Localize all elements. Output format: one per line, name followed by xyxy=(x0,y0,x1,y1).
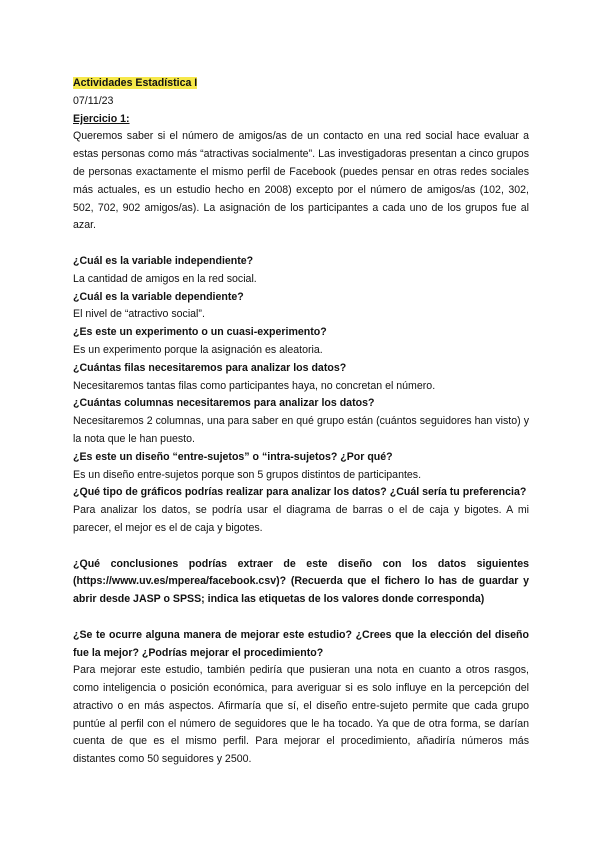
title-line xyxy=(73,75,529,93)
exercise-label: Ejercicio 1: xyxy=(73,112,130,125)
spacer xyxy=(73,609,529,627)
question: ¿Es este un diseño “entre-sujetos” o “intra-sujetos? ¿Por qué? xyxy=(73,450,393,463)
answer: Necesitaremos tantas filas como participantes haya, no concretan el número. xyxy=(73,379,436,392)
question: ¿Qué tipo de gráficos podrías realizar para analizar los datos? ¿Cuál sería tu preferencia? xyxy=(73,486,527,499)
answer: Es un diseño entre-sujetos porque son 5 grupos distintos de participantes. xyxy=(73,468,422,481)
question: ¿Cuántas filas necesitaremos para analizar los datos? xyxy=(73,361,347,374)
improve-answer: Para mejorar este estudio, también pediría que pusieran una nota en cuanto a otros rasgos, como inteligencia o posición económica, para averiguar si es solo influye en la percepción del atractivo o en más aspectos. Afirmaría que sí, el diseño entre-sujeto permite que cada grupo puntúe al perfil con el número de seguidores que le ha tocado. Ya que de otra forma, se darían cuenta de que es el mismo perfil. Para mejorar el procedimiento, añadiría números más distantes como 50 seguidores y 2500. xyxy=(73,664,529,766)
document-date: 07/11/23 xyxy=(73,94,114,107)
answer: El nivel de “atractivo social”. xyxy=(73,308,205,321)
conclusions-question: ¿Qué conclusiones podrías extraer de este diseño con los datos siguientes (https://www.uv.es/mperea/facebook.csv)? (Recuerda que el fichero lo has de guardar y abrir desde JASP o SPSS; indica las etiquetas de los valores donde corresponda) xyxy=(73,557,529,606)
document-title: Actividades Estadística I xyxy=(73,77,198,89)
question: ¿Cuántas columnas necesitaremos para analizar los datos? xyxy=(73,397,375,410)
answer: Es un experimento porque la asignación es aleatoria. xyxy=(73,343,323,356)
answer: Para analizar los datos, se podría usar el diagrama de barras o el de caja y bigotes. A mi parecer, el mejor es el de caja y bigotes. xyxy=(73,504,529,534)
spacer xyxy=(73,235,529,253)
spacer xyxy=(73,538,529,556)
exercise-intro: Queremos saber si el número de amigos/as de un contacto en una red social hace evaluar a estas personas como más “atractivas socialmente”. Las investigadoras presentan a cinco grupos de personas exactamente el mismo perfil de Facebook (puedes pensar en otras redes sociales más actuales, es un estudio hecho en 2008) excepto por el número de amigos/as (102, 302, 502, 702, 902 amigos/as). La asignación de los participantes a cada uno de los grupos fue al azar. xyxy=(73,130,529,232)
question: ¿Cuál es la variable independiente? xyxy=(73,254,254,267)
document-body xyxy=(73,75,529,769)
answer: Necesitaremos 2 columnas, una para saber en qué grupo están (cuántos seguidores han visto) y la nota que le han puesto. xyxy=(73,415,529,445)
answer: La cantidad de amigos en la red social. xyxy=(73,272,257,285)
improve-question: ¿Se te ocurre alguna manera de mejorar este estudio? ¿Crees que la elección del diseño fue la mejor? ¿Podrías mejorar el procedimiento? xyxy=(73,628,529,659)
question: ¿Es este un experimento o un cuasi-experimento? xyxy=(73,326,327,339)
question: ¿Cuál es la variable dependiente? xyxy=(73,290,244,303)
